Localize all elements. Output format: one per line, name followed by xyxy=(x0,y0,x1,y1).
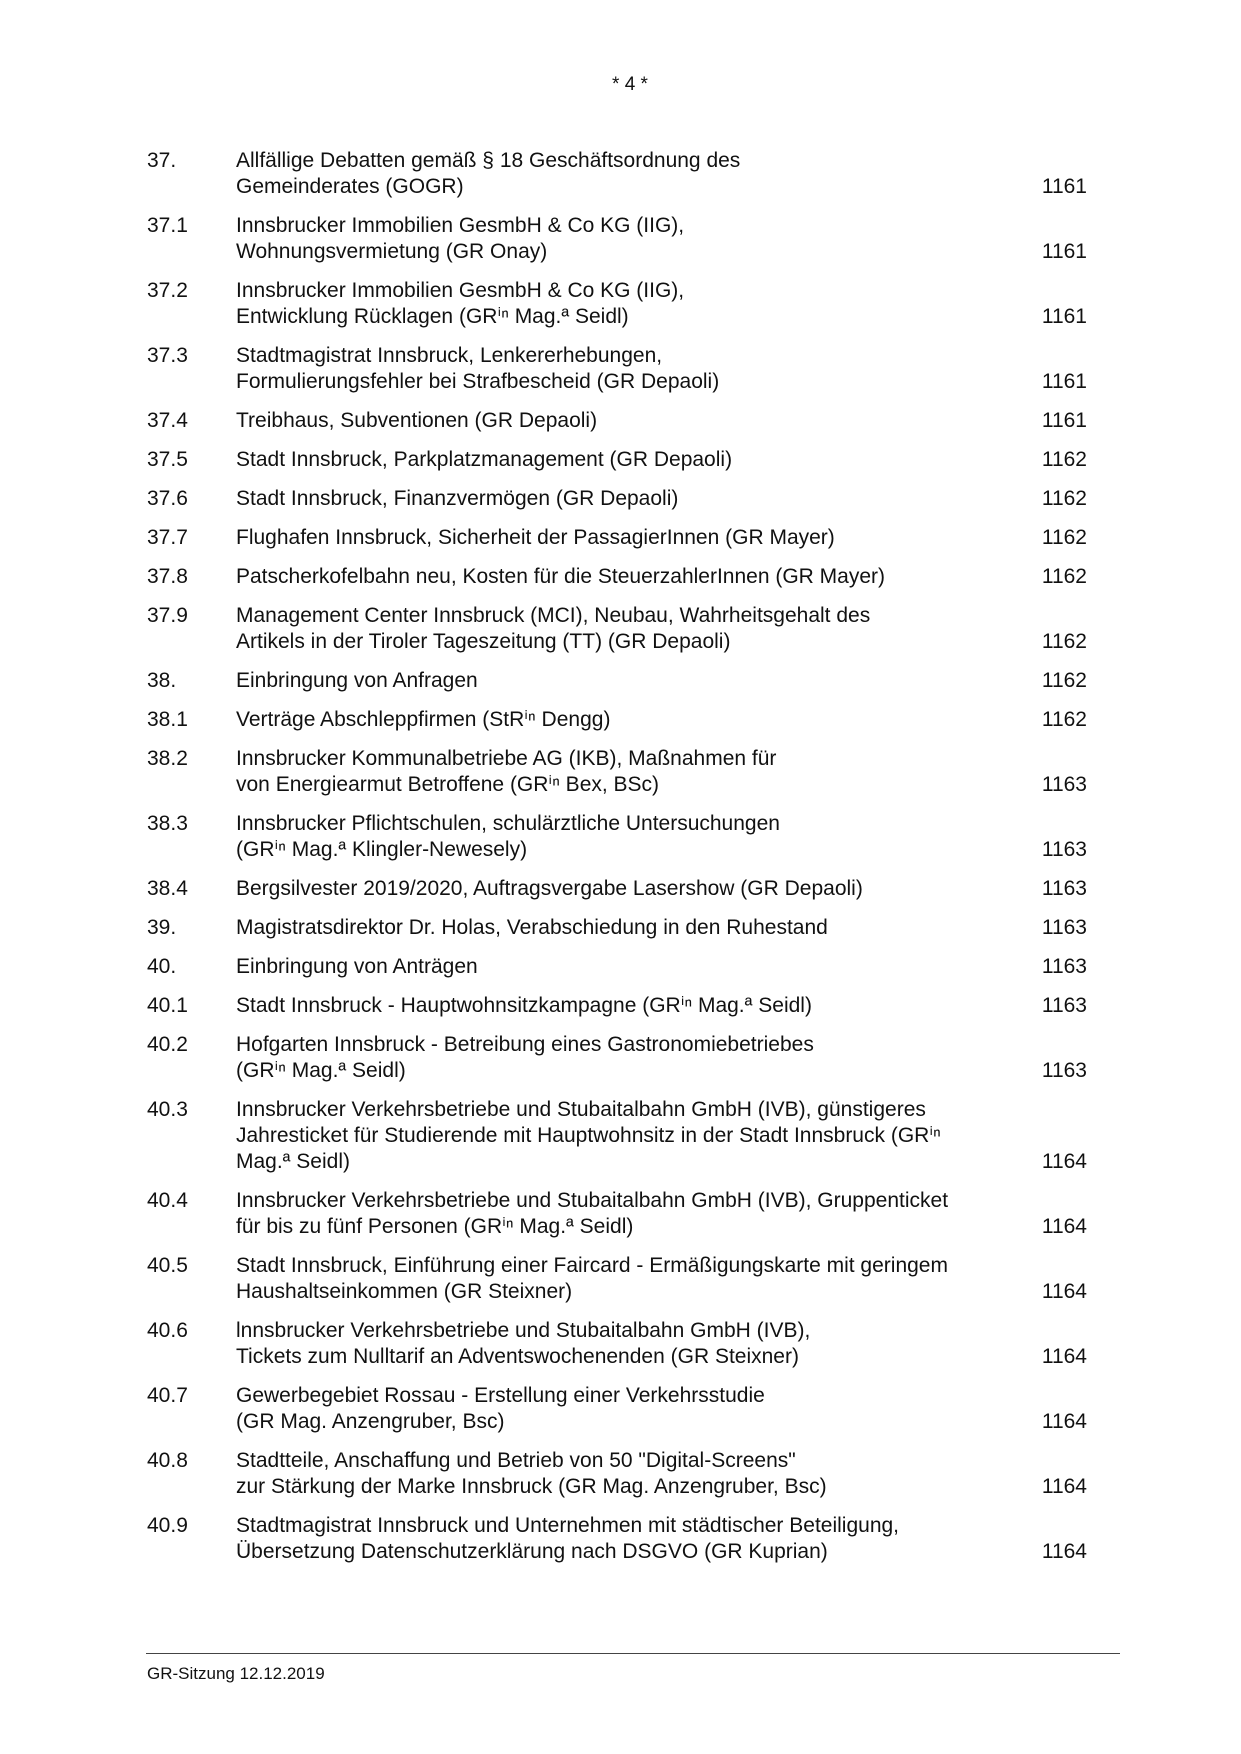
entry-title-line: Stadt Innsbruck, Parkplatzmanagement (GR Depaoli) xyxy=(236,448,733,471)
entry-number: 40.2 xyxy=(147,1033,188,1056)
toc-entry xyxy=(147,1448,1087,1500)
toc-entry xyxy=(147,486,1087,512)
entry-number: 38.3 xyxy=(147,812,188,835)
entry-page: 1164 xyxy=(1041,1215,1087,1238)
toc-entry xyxy=(147,811,1087,863)
entry-page: 1161 xyxy=(1041,305,1087,328)
toc-entry xyxy=(147,447,1087,473)
entry-title-line: Verträge Abschleppfirmen (StRⁱⁿ Dengg) xyxy=(236,708,611,731)
entry-title xyxy=(236,213,1006,265)
entry-page: 1164 xyxy=(1041,1410,1087,1433)
entry-title-line: Jahresticket für Studierende mit Hauptwohnsitz in der Stadt Innsbruck (GRⁱⁿ xyxy=(236,1124,941,1147)
entry-page: 1162 xyxy=(1041,487,1087,510)
toc-entry xyxy=(147,1513,1087,1565)
entry-title-line: (GRⁱⁿ Mag.ª Klingler-Newesely) xyxy=(236,838,528,861)
entry-page: 1162 xyxy=(1041,448,1087,471)
entry-page: 1162 xyxy=(1041,708,1087,731)
entry-page: 1164 xyxy=(1041,1345,1087,1368)
entry-title xyxy=(236,278,1006,330)
entry-title xyxy=(236,1383,1006,1435)
entry-title-line: zur Stärkung der Marke Innsbruck (GR Mag. Anzengruber, Bsc) xyxy=(236,1475,827,1498)
entry-title-line: Entwicklung Rücklagen (GRⁱⁿ Mag.ª Seidl) xyxy=(236,305,629,328)
entry-title xyxy=(236,1097,1006,1175)
toc-entry xyxy=(147,564,1087,590)
entry-number: 37.9 xyxy=(147,604,188,627)
entry-number: 40. xyxy=(147,955,177,978)
entry-title xyxy=(236,1448,1006,1500)
entry-number: 37.1 xyxy=(147,214,188,237)
entry-title-line: Mag.ª Seidl) xyxy=(236,1150,350,1173)
page-number: * 4 * xyxy=(612,74,648,95)
table-of-contents xyxy=(147,148,1087,1578)
entry-page: 1164 xyxy=(1041,1475,1087,1498)
toc-entry xyxy=(147,1318,1087,1370)
entry-title-line: Stadtmagistrat Innsbruck, Lenkererhebungen, xyxy=(236,344,663,367)
entry-number: 37.7 xyxy=(147,526,188,549)
entry-title xyxy=(236,447,1006,473)
entry-page: 1161 xyxy=(1041,240,1087,263)
toc-entry xyxy=(147,525,1087,551)
entry-title-line: Übersetzung Datenschutzerklärung nach DSGVO (GR Kuprian) xyxy=(236,1540,828,1563)
entry-number: 40.3 xyxy=(147,1098,188,1121)
entry-title xyxy=(236,1253,1006,1305)
entry-title-line: Formulierungsfehler bei Strafbescheid (GR Depaoli) xyxy=(236,370,720,393)
entry-title-line: Haushaltseinkommen (GR Steixner) xyxy=(236,1280,573,1303)
toc-entry xyxy=(147,915,1087,941)
entry-number: 37.3 xyxy=(147,344,188,367)
toc-entry xyxy=(147,993,1087,1019)
toc-entry xyxy=(147,668,1087,694)
entry-title-line: lnnsbrucker Verkehrsbetriebe und Stubaitalbahn GmbH (IVB), xyxy=(236,1319,811,1342)
entry-page: 1162 xyxy=(1041,565,1087,588)
entry-title xyxy=(236,915,1006,941)
entry-title xyxy=(236,525,1006,551)
entry-number: 38.4 xyxy=(147,877,188,900)
footer-divider xyxy=(146,1653,1120,1654)
entry-page: 1161 xyxy=(1041,409,1087,432)
entry-title-line: Bergsilvester 2019/2020, Auftragsvergabe Lasershow (GR Depaoli) xyxy=(236,877,863,900)
entry-title-line: Tickets zum Nulltarif an Adventswochenenden (GR Steixner) xyxy=(236,1345,799,1368)
entry-title-line: Innsbrucker Immobilien GesmbH & Co KG (IIG), xyxy=(236,214,685,237)
toc-entry xyxy=(147,603,1087,655)
entry-title-line: Artikels in der Tiroler Tageszeitung (TT) (GR Depaoli) xyxy=(236,630,731,653)
entry-title-line: Einbringung von Anfragen xyxy=(236,669,478,692)
toc-entry xyxy=(147,876,1087,902)
entry-title xyxy=(236,148,1006,200)
entry-title-line: von Energiearmut Betroffene (GRⁱⁿ Bex, BSc) xyxy=(236,773,660,796)
entry-title xyxy=(236,1188,1006,1240)
entry-page: 1162 xyxy=(1041,669,1087,692)
entry-title-line: Flughafen Innsbruck, Sicherheit der PassagierInnen (GR Mayer) xyxy=(236,526,835,549)
entry-title-line: Stadtmagistrat Innsbruck und Unternehmen mit städtischer Beteiligung, xyxy=(236,1514,900,1537)
entry-number: 38.1 xyxy=(147,708,188,731)
entry-page: 1163 xyxy=(1041,838,1087,861)
entry-title xyxy=(236,343,1006,395)
entry-number: 39. xyxy=(147,916,177,939)
toc-entry xyxy=(147,1188,1087,1240)
entry-title-line: für bis zu fünf Personen (GRⁱⁿ Mag.ª Seidl) xyxy=(236,1215,634,1238)
entry-page: 1161 xyxy=(1041,370,1087,393)
entry-number: 37. xyxy=(147,149,177,172)
entry-title xyxy=(236,603,1006,655)
entry-title xyxy=(236,876,1006,902)
entry-page: 1163 xyxy=(1041,773,1087,796)
entry-title xyxy=(236,811,1006,863)
entry-page: 1164 xyxy=(1041,1150,1087,1173)
toc-entry xyxy=(147,408,1087,434)
entry-number: 40.5 xyxy=(147,1254,188,1277)
toc-entry xyxy=(147,707,1087,733)
entry-page: 1163 xyxy=(1041,994,1087,1017)
entry-number: 37.8 xyxy=(147,565,188,588)
entry-title-line: Wohnungsvermietung (GR Onay) xyxy=(236,240,548,263)
entry-page: 1163 xyxy=(1041,877,1087,900)
entry-page: 1163 xyxy=(1041,955,1087,978)
entry-page: 1164 xyxy=(1041,1280,1087,1303)
entry-title-line: Magistratsdirektor Dr. Holas, Verabschiedung in den Ruhestand xyxy=(236,916,828,939)
toc-entry xyxy=(147,148,1087,200)
entry-title xyxy=(236,564,1006,590)
entry-title xyxy=(236,954,1006,980)
toc-entry xyxy=(147,278,1087,330)
entry-title-line: Allfällige Debatten gemäß § 18 Geschäftsordnung des xyxy=(236,149,741,172)
entry-title-line: Stadtteile, Anschaffung und Betrieb von 50 "Digital-Screens" xyxy=(236,1449,796,1472)
entry-title-line: (GR Mag. Anzengruber, Bsc) xyxy=(236,1410,505,1433)
entry-number: 37.4 xyxy=(147,409,188,432)
entry-title-line: Einbringung von Anträgen xyxy=(236,955,478,978)
entry-title xyxy=(236,668,1006,694)
entry-title-line: Hofgarten Innsbruck - Betreibung eines Gastronomiebetriebes xyxy=(236,1033,814,1056)
entry-page: 1161 xyxy=(1041,175,1087,198)
toc-entry xyxy=(147,1097,1087,1175)
entry-number: 37.2 xyxy=(147,279,188,302)
entry-page: 1162 xyxy=(1041,526,1087,549)
entry-title xyxy=(236,486,1006,512)
toc-entry xyxy=(147,1253,1087,1305)
entry-title-line: Stadt Innsbruck, Einführung einer Faircard - Ermäßigungskarte mit geringem xyxy=(236,1254,948,1277)
entry-title-line: Gemeinderates (GOGR) xyxy=(236,175,464,198)
entry-title xyxy=(236,993,1006,1019)
entry-title-line: Gewerbegebiet Rossau - Erstellung einer Verkehrsstudie xyxy=(236,1384,765,1407)
footer-text: GR-Sitzung 12.12.2019 xyxy=(147,1664,325,1683)
entry-title-line: Patscherkofelbahn neu, Kosten für die SteuerzahlerInnen (GR Mayer) xyxy=(236,565,886,588)
entry-number: 40.8 xyxy=(147,1449,188,1472)
toc-entry xyxy=(147,213,1087,265)
entry-page: 1163 xyxy=(1041,1059,1087,1082)
entry-title-line: Stadt Innsbruck, Finanzvermögen (GR Depaoli) xyxy=(236,487,679,510)
entry-title-line: Treibhaus, Subventionen (GR Depaoli) xyxy=(236,409,598,432)
entry-number: 37.6 xyxy=(147,487,188,510)
entry-number: 38. xyxy=(147,669,177,692)
entry-number: 38.2 xyxy=(147,747,188,770)
entry-title xyxy=(236,707,1006,733)
entry-number: 40.4 xyxy=(147,1189,188,1212)
entry-number: 40.9 xyxy=(147,1514,188,1537)
toc-entry xyxy=(147,1032,1087,1084)
entry-title-line: Stadt Innsbruck - Hauptwohnsitzkampagne (GRⁱⁿ Mag.ª Seidl) xyxy=(236,994,812,1017)
entry-page: 1162 xyxy=(1041,630,1087,653)
entry-number: 40.7 xyxy=(147,1384,188,1407)
entry-title-line: Innsbrucker Pflichtschulen, schulärztliche Untersuchungen xyxy=(236,812,780,835)
entry-number: 37.5 xyxy=(147,448,188,471)
toc-entry xyxy=(147,343,1087,395)
entry-title-line: Innsbrucker Immobilien GesmbH & Co KG (IIG), xyxy=(236,279,685,302)
entry-title-line: Innsbrucker Verkehrsbetriebe und Stubaitalbahn GmbH (IVB), günstigeres xyxy=(236,1098,926,1121)
entry-title-line: Innsbrucker Kommunalbetriebe AG (IKB), Maßnahmen für xyxy=(236,747,777,770)
toc-entry xyxy=(147,746,1087,798)
entry-title xyxy=(236,408,1006,434)
toc-entry xyxy=(147,954,1087,980)
entry-title xyxy=(236,746,1006,798)
entry-number: 40.1 xyxy=(147,994,188,1017)
toc-entry xyxy=(147,1383,1087,1435)
entry-title-line: Innsbrucker Verkehrsbetriebe und Stubaitalbahn GmbH (IVB), Gruppenticket xyxy=(236,1189,949,1212)
entry-page: 1163 xyxy=(1041,916,1087,939)
entry-title xyxy=(236,1513,1006,1565)
entry-title xyxy=(236,1318,1006,1370)
entry-title-line: (GRⁱⁿ Mag.ª Seidl) xyxy=(236,1059,406,1082)
entry-title-line: Management Center Innsbruck (MCI), Neubau, Wahrheitsgehalt des xyxy=(236,604,871,627)
entry-page: 1164 xyxy=(1041,1540,1087,1563)
entry-title xyxy=(236,1032,1006,1084)
entry-number: 40.6 xyxy=(147,1319,188,1342)
